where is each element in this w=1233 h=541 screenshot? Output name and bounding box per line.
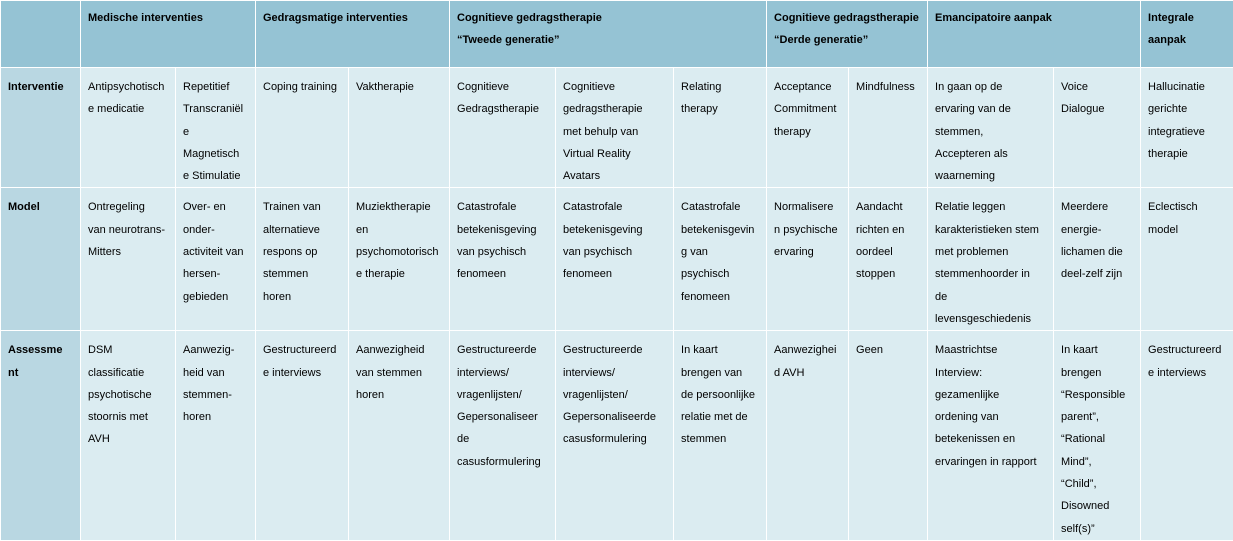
table-cell: Trainen van alternatieve respons op stemmen horen (256, 188, 348, 330)
table-cell: Catastrofale betekenisgeving van psychisch fenomeen (450, 188, 555, 330)
table-cell: Normalisere n psychische ervaring (767, 188, 848, 330)
table-row-interventie (1, 68, 1233, 187)
table-cell: Cognitieve gedragstherapie met behulp van Virtual Reality Avatars (556, 68, 673, 187)
table-cell: Muziektherapie en psychomotorisch e therapie (349, 188, 449, 330)
table-cell: Coping training (256, 68, 348, 187)
table-cell: Aanwezighei d AVH (767, 331, 848, 540)
table-cell: Catastrofale betekenisgeving van psychisch fenomeen (556, 188, 673, 330)
table-cell: Hallucinatie gerichte integratieve therapie (1141, 68, 1233, 187)
table-cell: Eclectisch model (1141, 188, 1233, 330)
table-cell: Gestructureerd e interviews (256, 331, 348, 540)
table-cell: Voice Dialogue (1054, 68, 1140, 187)
header-corner-cell (1, 1, 80, 67)
table-cell: Ontregeling van neurotrans- Mitters (81, 188, 175, 330)
header-cgt-tweede-generatie: Cognitieve gedragstherapie “Tweede generatie” (450, 1, 766, 67)
table-cell: Antipsychotisch e medicatie (81, 68, 175, 187)
table-header-row (1, 1, 1233, 67)
header-emancipatoire-aanpak: Emancipatoire aanpak (928, 1, 1140, 67)
header-medische-interventies: Medische interventies (81, 1, 255, 67)
table-cell: Geen (849, 331, 927, 540)
row-label-assessment: Assessme nt (1, 331, 80, 540)
table-cell: Mindfulness (849, 68, 927, 187)
table-cell: Cognitieve Gedragstherapie (450, 68, 555, 187)
table-cell: Meerdere energie- lichamen die deel-zelf zijn (1054, 188, 1140, 330)
table-cell: In kaart brengen van de persoonlijke relatie met de stemmen (674, 331, 766, 540)
header-integrale-aanpak: Integrale aanpak (1141, 1, 1233, 67)
table-cell: In kaart brengen “Responsible parent”, “Rational Mind”, “Child”, Disowned self(s)” (1054, 331, 1140, 540)
table-cell: DSM classificatie psychotische stoornis met AVH (81, 331, 175, 540)
table-cell: Over- en onder- activiteit van hersen- gebieden (176, 188, 255, 330)
table-cell: Maastrichtse Interview: gezamenlijke ordening van betekenissen en ervaringen in rapport (928, 331, 1053, 540)
table-cell: Catastrofale betekenisgevin g van psychisch fenomeen (674, 188, 766, 330)
table-cell: Gestructureerde interviews/ vragenlijsten/ Gepersonaliseer de casusformulering (450, 331, 555, 540)
table-cell: Gestructureerde interviews/ vragenlijsten/ Gepersonaliseerde casusformulering (556, 331, 673, 540)
table-row-model (1, 188, 1233, 330)
table-cell: Aanwezigheid van stemmen horen (349, 331, 449, 540)
table-cell: Aanwezig- heid van stemmen- horen (176, 331, 255, 540)
table-cell: Repetitief Transcraniël e Magnetisch e Stimulatie (176, 68, 255, 187)
table-cell: Relating therapy (674, 68, 766, 187)
row-label-model: Model (1, 188, 80, 330)
header-cgt-derde-generatie: Cognitieve gedragstherapie “Derde generatie” (767, 1, 927, 67)
table-cell: In gaan op de ervaring van de stemmen, Accepteren als waarneming (928, 68, 1053, 187)
row-label-interventie: Interventie (1, 68, 80, 187)
table-cell: Acceptance Commitment therapy (767, 68, 848, 187)
table-cell: Gestructureerd e interviews (1141, 331, 1233, 540)
header-gedragsmatige-interventies: Gedragsmatige interventies (256, 1, 449, 67)
table-row-assessment (1, 331, 1233, 540)
table-cell: Aandacht richten en oordeel stoppen (849, 188, 927, 330)
table-cell: Relatie leggen karakteristieken stem met problemen stemmenhoorder in de levensgeschiedenis (928, 188, 1053, 330)
table-cell: Vaktherapie (349, 68, 449, 187)
